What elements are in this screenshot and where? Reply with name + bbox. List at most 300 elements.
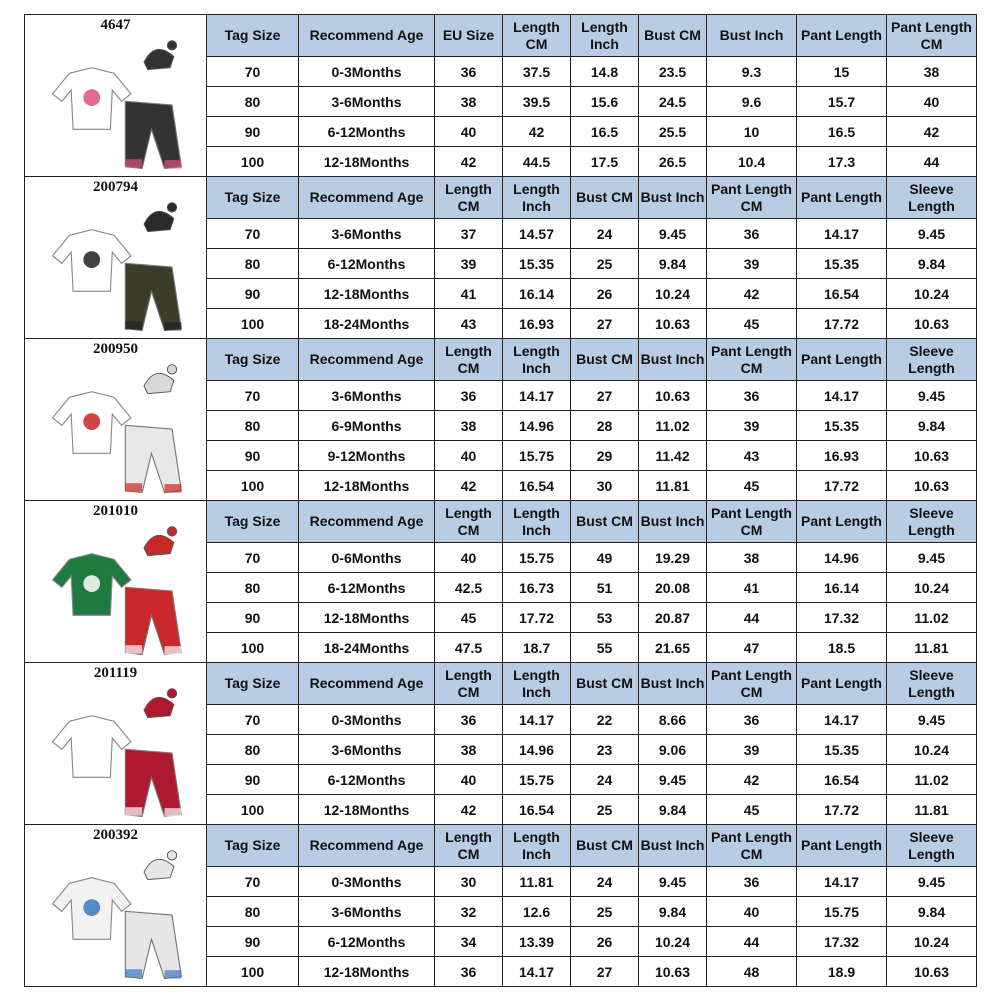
table-cell: 12-18Months xyxy=(299,279,435,309)
table-cell: 12-18Months xyxy=(299,795,435,825)
column-header: Length Inch xyxy=(503,501,571,543)
table-cell: 45 xyxy=(707,471,797,501)
table-cell: 11.81 xyxy=(503,867,571,897)
print-graphic xyxy=(83,737,100,754)
baby-outfit-blue-car-print-image xyxy=(36,846,196,986)
table-cell: 38 xyxy=(707,543,797,573)
table-cell: 47 xyxy=(707,633,797,663)
column-header: Sleeve Length xyxy=(887,501,977,543)
table-cell: 25.5 xyxy=(639,117,707,147)
table-cell: 15.35 xyxy=(503,249,571,279)
table-cell: 16.54 xyxy=(503,471,571,501)
column-header: Sleeve Length xyxy=(887,663,977,705)
table-cell: 44 xyxy=(887,147,977,177)
table-cell: 36 xyxy=(707,381,797,411)
table-cell: 10.63 xyxy=(639,381,707,411)
column-header: Pant Length CM xyxy=(707,177,797,219)
table-cell: 36 xyxy=(707,705,797,735)
table-cell: 10.24 xyxy=(887,573,977,603)
table-cell: 14.17 xyxy=(503,705,571,735)
table-cell: 40 xyxy=(435,441,503,471)
table-cell: 9.45 xyxy=(887,867,977,897)
table-cell: 16.93 xyxy=(503,309,571,339)
column-header: Bust CM xyxy=(639,15,707,57)
product-code: 4647 xyxy=(100,17,131,33)
table-cell: 40 xyxy=(707,897,797,927)
table-cell: 10.63 xyxy=(639,957,707,987)
table-cell: 10.24 xyxy=(887,735,977,765)
baby-outfit-panda-heart-image xyxy=(36,36,196,176)
table-cell: 17.72 xyxy=(797,471,887,501)
print-graphic xyxy=(83,89,100,106)
table-cell: 25 xyxy=(571,795,639,825)
table-cell: 25 xyxy=(571,897,639,927)
header-row xyxy=(25,339,977,381)
table-cell: 3-6Months xyxy=(299,219,435,249)
table-cell: 6-12Months xyxy=(299,927,435,957)
table-cell: 9.84 xyxy=(887,897,977,927)
column-header: Bust CM xyxy=(571,501,639,543)
column-header: Length CM xyxy=(435,663,503,705)
table-cell: 10.63 xyxy=(887,471,977,501)
product-cell xyxy=(25,339,207,501)
table-cell: 11.42 xyxy=(639,441,707,471)
table-cell: 9.45 xyxy=(887,381,977,411)
cuff-left xyxy=(125,969,142,977)
table-cell: 24 xyxy=(571,219,639,249)
column-header: Length CM xyxy=(435,501,503,543)
hat-shape xyxy=(144,211,174,231)
table-cell: 14.8 xyxy=(571,57,639,87)
table-cell: 18.5 xyxy=(797,633,887,663)
table-cell: 90 xyxy=(207,927,299,957)
table-cell: 15.6 xyxy=(571,87,639,117)
table-cell: 42 xyxy=(503,117,571,147)
table-cell: 49 xyxy=(571,543,639,573)
column-header: Length Inch xyxy=(571,15,639,57)
product-cell xyxy=(25,15,207,177)
table-cell: 90 xyxy=(207,117,299,147)
table-cell: 70 xyxy=(207,57,299,87)
table-cell: 47.5 xyxy=(435,633,503,663)
column-header: Length Inch xyxy=(503,177,571,219)
table-cell: 6-12Months xyxy=(299,573,435,603)
table-cell: 16.54 xyxy=(503,795,571,825)
table-cell: 13.39 xyxy=(503,927,571,957)
table-cell: 16.5 xyxy=(797,117,887,147)
table-cell: 36 xyxy=(435,381,503,411)
table-cell: 25 xyxy=(571,249,639,279)
table-cell: 11.02 xyxy=(887,765,977,795)
table-cell: 9.45 xyxy=(887,543,977,573)
table-cell: 11.02 xyxy=(639,411,707,441)
column-header: Bust CM xyxy=(571,339,639,381)
table-cell: 41 xyxy=(707,573,797,603)
column-header: Pant Length xyxy=(797,15,887,57)
pants-shape xyxy=(125,911,181,978)
column-header: Bust CM xyxy=(571,663,639,705)
table-cell: 18.7 xyxy=(503,633,571,663)
table-cell: 20.87 xyxy=(639,603,707,633)
table-cell: 44 xyxy=(707,603,797,633)
table-cell: 30 xyxy=(571,471,639,501)
table-cell: 10 xyxy=(707,117,797,147)
table-cell: 100 xyxy=(207,471,299,501)
product-code: 201010 xyxy=(93,503,138,519)
table-cell: 6-12Months xyxy=(299,117,435,147)
table-cell: 100 xyxy=(207,309,299,339)
table-cell: 90 xyxy=(207,603,299,633)
header-row xyxy=(25,663,977,705)
table-cell: 100 xyxy=(207,957,299,987)
cuff-left xyxy=(125,159,142,167)
column-header: Recommend Age xyxy=(299,339,435,381)
cuff-left xyxy=(125,321,142,329)
header-row xyxy=(25,177,977,219)
column-header: Recommend Age xyxy=(299,663,435,705)
table-cell: 36 xyxy=(435,57,503,87)
product-code: 201119 xyxy=(93,665,138,681)
cuff-right xyxy=(164,970,181,978)
table-cell: 40 xyxy=(435,117,503,147)
table-cell: 6-9Months xyxy=(299,411,435,441)
table-cell: 80 xyxy=(207,249,299,279)
column-header: Recommend Age xyxy=(299,15,435,57)
table-cell: 100 xyxy=(207,795,299,825)
column-header: Pant Length xyxy=(797,177,887,219)
table-cell: 16.14 xyxy=(797,573,887,603)
table-cell: 40 xyxy=(887,87,977,117)
column-header: Pant Length CM xyxy=(887,15,977,57)
column-header: Sleeve Length xyxy=(887,339,977,381)
table-cell: 70 xyxy=(207,543,299,573)
column-header: Bust Inch xyxy=(639,339,707,381)
table-cell: 26.5 xyxy=(639,147,707,177)
column-header: Bust Inch xyxy=(639,663,707,705)
table-cell: 9.45 xyxy=(639,867,707,897)
table-cell: 42 xyxy=(887,117,977,147)
column-header: Length Inch xyxy=(503,663,571,705)
table-cell: 39.5 xyxy=(503,87,571,117)
table-cell: 26 xyxy=(571,927,639,957)
table-cell: 38 xyxy=(435,87,503,117)
table-cell: 10.63 xyxy=(639,309,707,339)
header-row xyxy=(25,825,977,867)
column-header: Length CM xyxy=(503,15,571,57)
table-cell: 14.96 xyxy=(503,735,571,765)
hat-pompom xyxy=(167,203,176,212)
table-cell: 12-18Months xyxy=(299,603,435,633)
table-cell: 9.84 xyxy=(639,249,707,279)
table-cell: 21.65 xyxy=(639,633,707,663)
product-cell xyxy=(25,663,207,825)
table-cell: 11.81 xyxy=(639,471,707,501)
table-cell: 90 xyxy=(207,279,299,309)
column-header: Pant Length CM xyxy=(707,825,797,867)
column-header: Tag Size xyxy=(207,825,299,867)
table-cell: 24 xyxy=(571,765,639,795)
table-cell: 14.57 xyxy=(503,219,571,249)
product-cell xyxy=(25,501,207,663)
column-header: EU Size xyxy=(435,15,503,57)
table-cell: 9.84 xyxy=(639,795,707,825)
table-cell: 20.08 xyxy=(639,573,707,603)
column-header: Bust Inch xyxy=(639,825,707,867)
table-cell: 10.24 xyxy=(639,279,707,309)
table-cell: 42 xyxy=(435,147,503,177)
table-cell: 9.45 xyxy=(887,219,977,249)
table-cell: 9.45 xyxy=(887,705,977,735)
column-header: Pant Length CM xyxy=(707,339,797,381)
table-cell: 15.75 xyxy=(797,897,887,927)
print-graphic xyxy=(83,251,100,268)
table-cell: 6-12Months xyxy=(299,249,435,279)
table-cell: 14.17 xyxy=(503,381,571,411)
table-cell: 80 xyxy=(207,411,299,441)
table-cell: 12.6 xyxy=(503,897,571,927)
table-cell: 16.93 xyxy=(797,441,887,471)
table-cell: 18.9 xyxy=(797,957,887,987)
column-header: Tag Size xyxy=(207,663,299,705)
product-code: 200392 xyxy=(93,827,138,843)
table-cell: 36 xyxy=(707,867,797,897)
table-cell: 11.81 xyxy=(887,633,977,663)
header-row xyxy=(25,15,977,57)
table-cell: 15.75 xyxy=(503,765,571,795)
table-cell: 9.45 xyxy=(639,219,707,249)
table-cell: 10.24 xyxy=(887,279,977,309)
table-cell: 45 xyxy=(435,603,503,633)
hat-pompom xyxy=(167,851,176,860)
table-cell: 32 xyxy=(435,897,503,927)
table-cell: 8.66 xyxy=(639,705,707,735)
print-graphic xyxy=(83,899,100,916)
table-cell: 42 xyxy=(707,279,797,309)
table-cell: 24 xyxy=(571,867,639,897)
cuff-left xyxy=(125,807,142,815)
hat-pompom xyxy=(167,365,176,374)
table-cell: 40 xyxy=(435,543,503,573)
hat-shape xyxy=(144,535,174,555)
table-cell: 9.3 xyxy=(707,57,797,87)
table-cell: 27 xyxy=(571,957,639,987)
table-cell: 90 xyxy=(207,765,299,795)
table-cell: 70 xyxy=(207,705,299,735)
table-cell: 10.63 xyxy=(887,441,977,471)
product-cell xyxy=(25,825,207,987)
table-cell: 16.54 xyxy=(797,279,887,309)
column-header: Recommend Age xyxy=(299,501,435,543)
hat-shape xyxy=(144,49,174,69)
table-cell: 10.4 xyxy=(707,147,797,177)
column-header: Bust Inch xyxy=(639,177,707,219)
product-code: 200794 xyxy=(93,179,138,195)
cuff-right xyxy=(164,484,181,492)
hat-shape xyxy=(144,859,174,879)
column-header: Bust CM xyxy=(571,177,639,219)
table-cell: 3-6Months xyxy=(299,897,435,927)
table-cell: 0-3Months xyxy=(299,867,435,897)
table-cell: 14.17 xyxy=(797,705,887,735)
table-cell: 15.35 xyxy=(797,411,887,441)
table-cell: 17.32 xyxy=(797,603,887,633)
pants-shape xyxy=(125,749,181,816)
table-cell: 14.96 xyxy=(797,543,887,573)
table-cell: 39 xyxy=(435,249,503,279)
baby-outfit-green-christmas-image xyxy=(36,522,196,662)
table-cell: 30 xyxy=(435,867,503,897)
table-cell: 9.84 xyxy=(639,897,707,927)
print-graphic xyxy=(83,575,100,592)
table-cell: 10.63 xyxy=(887,309,977,339)
table-cell: 17.72 xyxy=(797,309,887,339)
table-cell: 9-12Months xyxy=(299,441,435,471)
column-header: Bust CM xyxy=(571,825,639,867)
hat-pompom xyxy=(167,689,176,698)
table-cell: 55 xyxy=(571,633,639,663)
table-cell: 16.5 xyxy=(571,117,639,147)
table-cell: 39 xyxy=(707,411,797,441)
table-cell: 45 xyxy=(707,795,797,825)
table-cell: 14.17 xyxy=(797,381,887,411)
table-cell: 9.06 xyxy=(639,735,707,765)
table-cell: 10.63 xyxy=(887,957,977,987)
table-cell: 38 xyxy=(435,411,503,441)
table-cell: 9.45 xyxy=(639,765,707,795)
table-cell: 43 xyxy=(435,309,503,339)
table-cell: 100 xyxy=(207,147,299,177)
table-cell: 80 xyxy=(207,573,299,603)
print-graphic xyxy=(83,413,100,430)
hat-shape xyxy=(144,373,174,393)
baby-outfit-white-striped-image xyxy=(36,684,196,824)
column-header: Pant Length xyxy=(797,663,887,705)
column-header: Recommend Age xyxy=(299,825,435,867)
table-cell: 80 xyxy=(207,897,299,927)
table-cell: 3-6Months xyxy=(299,381,435,411)
cuff-left xyxy=(125,483,142,491)
table-cell: 29 xyxy=(571,441,639,471)
table-cell: 3-6Months xyxy=(299,735,435,765)
table-cell: 44 xyxy=(707,927,797,957)
column-header: Pant Length CM xyxy=(707,501,797,543)
column-header: Recommend Age xyxy=(299,177,435,219)
table-cell: 80 xyxy=(207,735,299,765)
table-cell: 16.73 xyxy=(503,573,571,603)
table-cell: 27 xyxy=(571,381,639,411)
table-cell: 19.29 xyxy=(639,543,707,573)
column-header: Length Inch xyxy=(503,825,571,867)
column-header: Pant Length xyxy=(797,339,887,381)
column-header: Sleeve Length xyxy=(887,177,977,219)
table-cell: 28 xyxy=(571,411,639,441)
table-cell: 12-18Months xyxy=(299,957,435,987)
table-cell: 11.81 xyxy=(887,795,977,825)
column-header: Tag Size xyxy=(207,501,299,543)
header-row xyxy=(25,501,977,543)
table-cell: 48 xyxy=(707,957,797,987)
table-cell: 10.24 xyxy=(887,927,977,957)
column-header: Pant Length xyxy=(797,825,887,867)
column-header: Pant Length xyxy=(797,501,887,543)
table-cell: 10.24 xyxy=(639,927,707,957)
table-cell: 11.02 xyxy=(887,603,977,633)
cuff-right xyxy=(164,322,181,330)
table-cell: 15.75 xyxy=(503,441,571,471)
column-header: Pant Length CM xyxy=(707,663,797,705)
product-cell xyxy=(25,177,207,339)
column-header: Tag Size xyxy=(207,15,299,57)
table-cell: 41 xyxy=(435,279,503,309)
column-header: Sleeve Length xyxy=(887,825,977,867)
table-cell: 9.84 xyxy=(887,249,977,279)
table-cell: 15.75 xyxy=(503,543,571,573)
table-cell: 18-24Months xyxy=(299,309,435,339)
column-header: Length CM xyxy=(435,825,503,867)
table-cell: 14.17 xyxy=(797,219,887,249)
table-cell: 38 xyxy=(887,57,977,87)
column-header: Length CM xyxy=(435,339,503,381)
table-cell: 34 xyxy=(435,927,503,957)
table-cell: 16.14 xyxy=(503,279,571,309)
table-cell: 80 xyxy=(207,87,299,117)
table-cell: 26 xyxy=(571,279,639,309)
table-cell: 22 xyxy=(571,705,639,735)
table-cell: 0-3Months xyxy=(299,57,435,87)
baby-outfit-red-cuff-print-image xyxy=(36,360,196,500)
table-cell: 42 xyxy=(707,765,797,795)
table-cell: 12-18Months xyxy=(299,147,435,177)
table-cell: 51 xyxy=(571,573,639,603)
hat-pompom xyxy=(167,41,176,50)
table-cell: 37.5 xyxy=(503,57,571,87)
cuff-right xyxy=(164,160,181,168)
table-cell: 0-6Months xyxy=(299,543,435,573)
table-cell: 45 xyxy=(707,309,797,339)
pants-shape xyxy=(125,587,181,654)
table-cell: 44.5 xyxy=(503,147,571,177)
table-cell: 9.84 xyxy=(887,411,977,441)
table-cell: 24.5 xyxy=(639,87,707,117)
table-cell: 16.54 xyxy=(797,765,887,795)
table-cell: 18-24Months xyxy=(299,633,435,663)
table-cell: 17.72 xyxy=(797,795,887,825)
table-cell: 36 xyxy=(435,957,503,987)
table-cell: 23.5 xyxy=(639,57,707,87)
table-cell: 0-3Months xyxy=(299,705,435,735)
table-cell: 70 xyxy=(207,867,299,897)
cuff-right xyxy=(164,646,181,654)
table-cell: 70 xyxy=(207,381,299,411)
column-header: Bust Inch xyxy=(639,501,707,543)
hat-pompom xyxy=(167,527,176,536)
table-cell: 23 xyxy=(571,735,639,765)
table-cell: 38 xyxy=(435,735,503,765)
column-header: Bust Inch xyxy=(707,15,797,57)
table-cell: 9.6 xyxy=(707,87,797,117)
table-cell: 90 xyxy=(207,441,299,471)
table-cell: 42 xyxy=(435,795,503,825)
table-cell: 37 xyxy=(435,219,503,249)
pants-shape xyxy=(125,263,181,330)
table-cell: 39 xyxy=(707,249,797,279)
table-cell: 14.96 xyxy=(503,411,571,441)
table-cell: 15.35 xyxy=(797,735,887,765)
cuff-right xyxy=(164,808,181,816)
table-cell: 17.32 xyxy=(797,927,887,957)
hat-shape xyxy=(144,697,174,717)
column-header: Tag Size xyxy=(207,339,299,381)
